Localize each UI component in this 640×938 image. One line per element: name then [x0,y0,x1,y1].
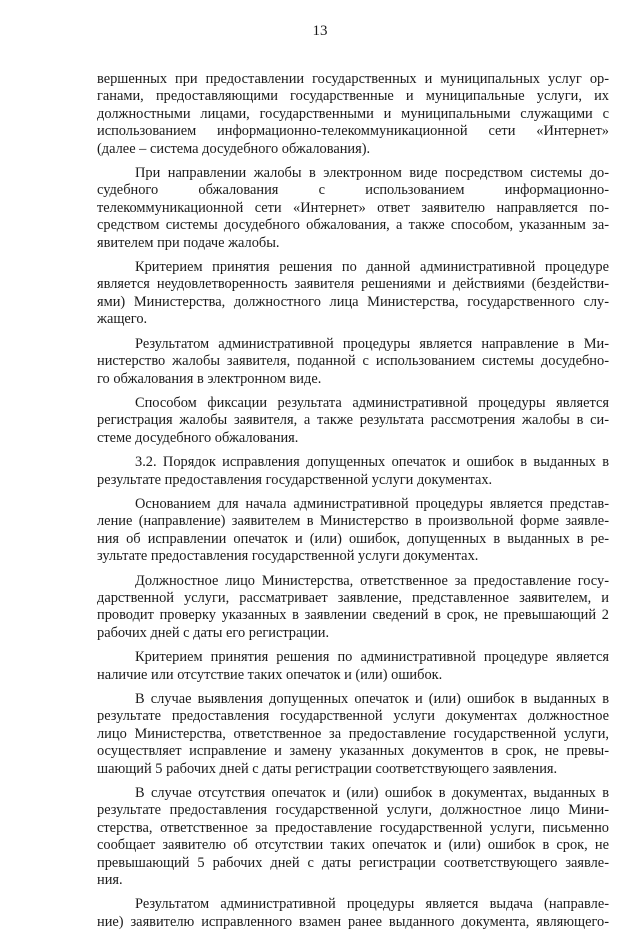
paragraph [97,896,609,931]
paragraph-line: стеме досудебного обжалования. [97,429,299,446]
paragraph-line: регистрация жалобы заявителя, а также результата рассмотрения жалобы в си- [97,412,609,429]
paragraph-line: судебного обжалования с использованием информационно- [97,182,609,199]
paragraph-line: должностными лицами, государственными и муниципальными служащими с [97,105,609,122]
paragraph-line: явителем при подаче жалобы. [97,234,280,251]
document-body [97,71,609,938]
paragraph-line: телекоммуникационной сети «Интернет» ответ заявителю направляется по- [97,199,609,216]
paragraph-line: средством системы досудебного обжалования, а также способом, указанным за- [97,217,609,234]
paragraph-line: дарственной услуги, рассматривает заявление, представленное заявителем, и [97,589,609,606]
paragraph-line: результате предоставления государственной услуги документах. [97,471,493,488]
paragraph-line: ями) Министерства, должностного лица Министерства, государственного слу- [97,293,609,310]
paragraph-line: В случае отсутствия опечаток и (или) ошибок в документах, выданных в [135,785,609,802]
paragraph-line: превышающий 5 рабочих дней с даты регистрации соответствующего заявле- [97,854,609,871]
paragraph-line: В случае выявления допущенных опечаток и (или) ошибок в выданных в [135,691,609,707]
paragraph-line: результате предоставления государственной услуги, должностное лицо Мини- [97,802,609,819]
paragraph-line: го обжалования в электронном виде. [97,370,322,387]
paragraph-line: ганами, предоставляющими государственные и муниципальные услуги, их [97,88,609,105]
paragraph-line: Основанием для начала административной процедуры является представ- [135,495,609,512]
paragraph [97,573,609,643]
paragraph-line: вершенных при предоставлении государственных и муниципальных услуг ор- [97,71,609,87]
paragraph-line: жащего. [97,311,148,328]
paragraph [97,259,609,329]
paragraph-line: Критерием принятия решения по данной административной процедуре [135,259,609,276]
paragraph-line: Должностное лицо Министерства, ответственное за предоставление госу- [135,572,609,589]
paragraph-line: рабочих дней с даты его регистрации. [97,624,330,641]
paragraph [97,691,609,778]
paragraph-line: шающий 5 рабочих дней с даты регистрации соответствующего заявления. [97,760,558,777]
paragraph [97,785,609,889]
paragraph-line: зультате предоставления государственной услуги документах. [97,548,479,565]
paragraph-line: лицо Министерства, ответственное за предоставление государственной услуги, [97,725,609,742]
paragraph-line: Критерием принятия решения по административной процедуре является [135,649,609,666]
paragraph-line: сообщает заявителю об отсутствии таких опечаток и (или) ошибок в срок, не [97,837,609,854]
paragraph-line: использованием информационно-телекоммуникационной сети «Интернет» [97,123,609,140]
paragraph-line: результате предоставления государственной услуги документах должностное [97,708,609,725]
page-number: 13 [312,23,328,39]
paragraph-line: является неудовлетворенность заявителя решениями и действиями (бездействи- [97,276,609,293]
paragraph-line: наличие или отсутствие таких опечаток и (или) ошибок. [97,666,443,683]
paragraph-line: осуществляет исправление и замену указанных документов в срок, не превы- [97,743,609,760]
paragraph [97,395,609,447]
paragraph-line: ния об исправлении опечаток и (или) ошибок, допущенных в выданных в ре- [97,530,609,547]
paragraph-line: стерства, ответственное за предоставление государственной услуги, письменно [97,819,609,836]
paragraph [97,165,609,252]
paragraph [97,496,609,566]
paragraph-line: Результатом административной процедуры является выдача (направле- [135,896,609,913]
paragraph [97,336,609,388]
paragraph-line: Результатом административной процедуры является направление в Ми- [135,335,609,352]
paragraph [97,71,609,158]
paragraph-line: При направлении жалобы в электронном виде посредством системы до- [135,165,609,182]
paragraph-line: ние) заявителю исправленного взамен ранее выданного документа, являющего- [97,913,609,930]
paragraph [97,454,609,489]
paragraph-line: 3.2. Порядок исправления допущенных опечаток и ошибок в выданных в [135,454,609,471]
paragraph-line: нистерство жалобы заявителя, поданной с использованием системы досудебно- [97,353,609,370]
paragraph-line: проводит проверку указанных в заявлении сведений в срок, не превышающий 2 [97,607,609,624]
paragraph [97,649,609,684]
paragraph-line: (далее – система досудебного обжалования). [97,140,371,157]
paragraph-line: ление (направление) заявителем в Министерство в произвольной форме заявле- [97,513,609,530]
paragraph-line: ния. [97,872,123,889]
paragraph-line: Способом фиксации результата административной процедуры является [135,394,609,411]
